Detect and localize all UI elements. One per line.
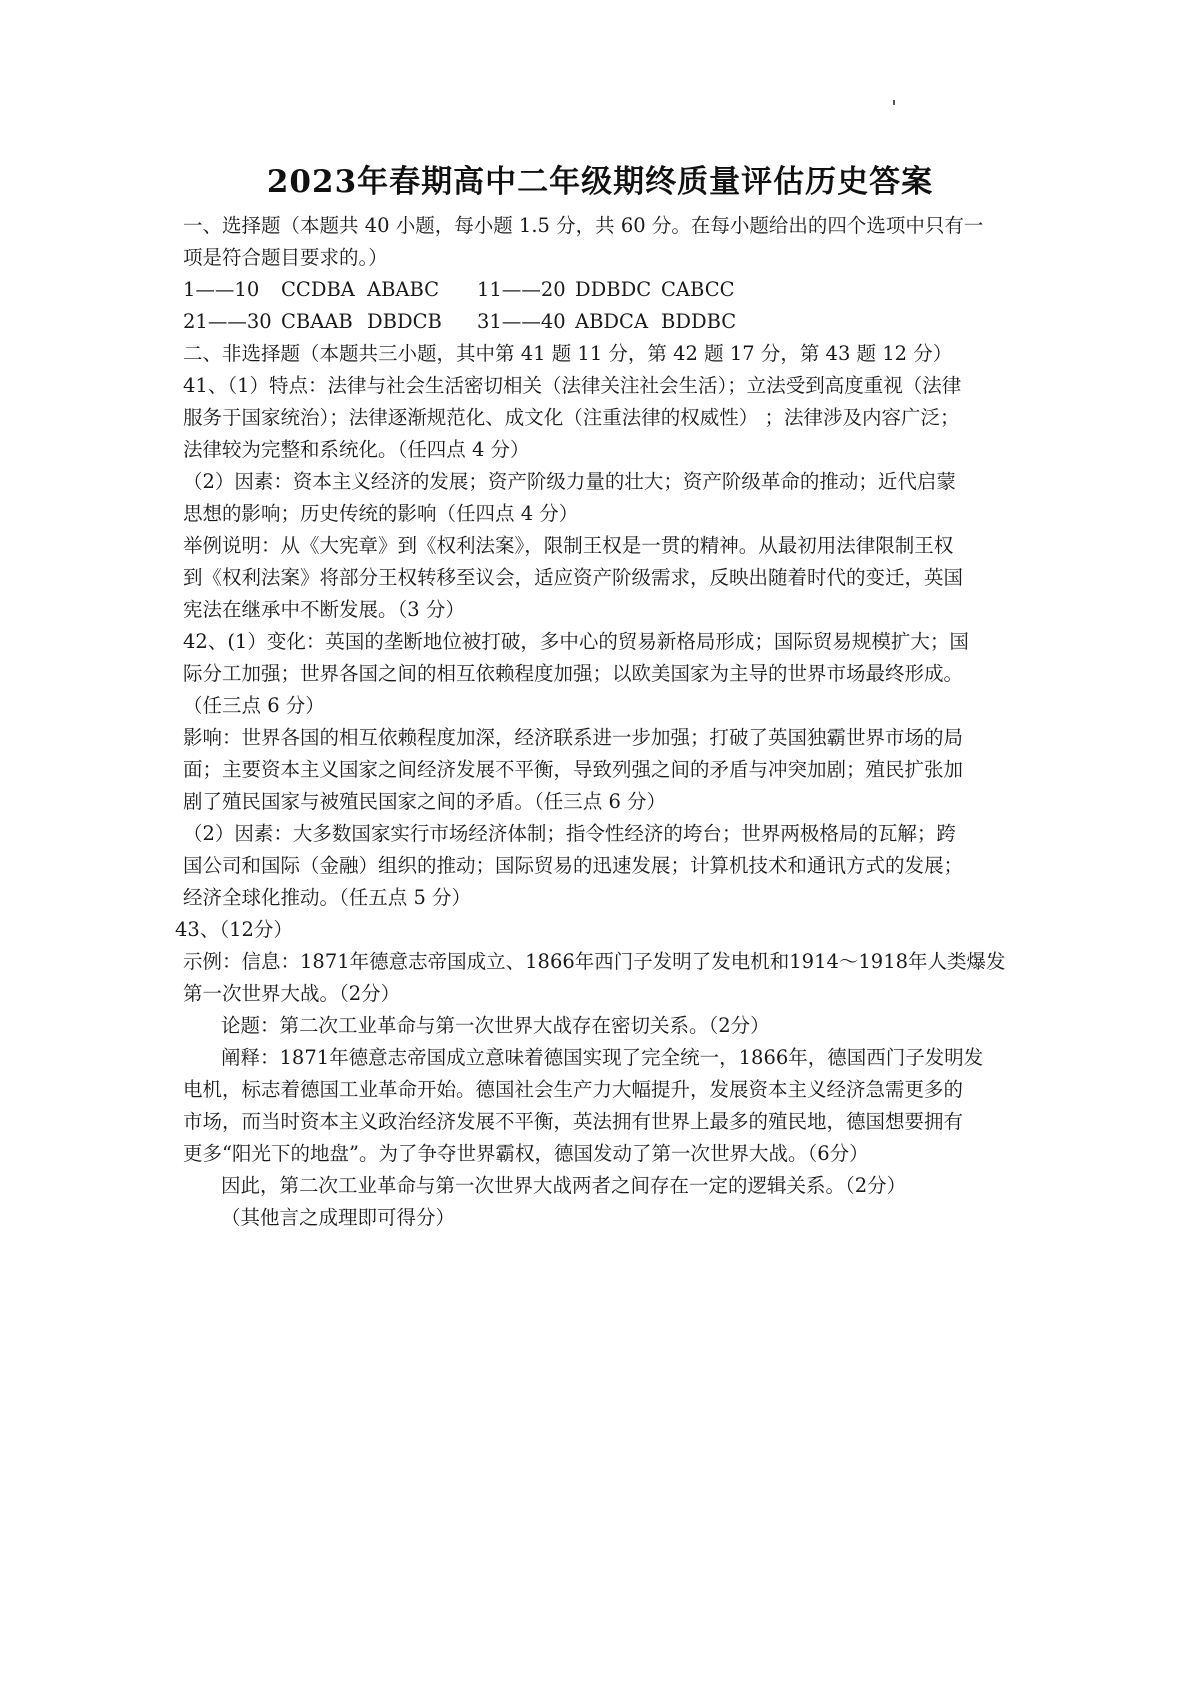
answer-group: CBAAB	[281, 310, 353, 333]
answer-row-2	[183, 306, 1025, 338]
answer-row-1	[183, 274, 1025, 306]
q42-line: 42、(1）变化：英国的垄断地位被打破，多中心的贸易新格局形成；国际贸易规模扩大；国	[183, 630, 969, 653]
section2-intro: 二、非选择题（本题共三小题，其中第 41 题 11 分，第 42 题 17 分，第 43 题 12 分）	[183, 342, 953, 365]
answer-group: BDDBC	[661, 310, 737, 333]
q41-line: 举例说明：从《大宪章》到《权利法案》，限制王权是一贯的精神。从最初用法律限制王权	[183, 534, 954, 557]
q42-line: 国公司和国际（金融）组织的推动；国际贸易的迅速发展；计算机技术和通讯方式的发展；	[183, 854, 964, 877]
q43-thesis: 论题：第二次工业革命与第一次世界大战存在密切关系。（2分）	[221, 1014, 770, 1037]
answer-content	[175, 210, 1025, 1234]
answer-range: 31——40	[477, 310, 566, 333]
answer-group: DDBDC	[575, 278, 652, 301]
question-42	[183, 626, 1025, 914]
q43-explanation: 电机，标志着德国工业革命开始。德国社会生产力大幅提升，发展资本主义经济急需更多的	[183, 1078, 964, 1101]
q41-line: （2）因素：资本主义经济的发展；资产阶级力量的壮大；资产阶级革命的推动；近代启蒙	[183, 470, 956, 493]
answer-group: DBDCB	[367, 310, 442, 333]
q41-line: 到《权利法案》将部分王权转移至议会，适应资产阶级需求，反映出随着时代的变迁，英国	[183, 566, 964, 589]
section1-intro-line2: 项是符合题目要求的。）	[183, 246, 388, 269]
q42-line: 经济全球化推动。（任五点 5 分）	[183, 886, 472, 909]
q41-line: 宪法在继承中不断发展。（3 分）	[183, 598, 465, 621]
q42-line: 际分工加强；世界各国之间的相互依赖程度加强；以欧美国家为主导的世界市场最终形成。	[183, 662, 964, 685]
q43-line: 示例：信息：1871年德意志帝国成立、1866年西门子发明了发电机和1914～1918年人类爆发	[183, 950, 1006, 973]
q42-line: 影响：世界各国的相互依赖程度加深，经济联系进一步加强；打破了英国独霸世界市场的局	[183, 726, 964, 749]
q43-line: 第一次世界大战。（2分）	[183, 982, 401, 1005]
question-41	[183, 370, 1025, 626]
q43-heading: 43、（12分）	[175, 918, 293, 941]
q41-line: 法律较为完整和系统化。（任四点 4 分）	[183, 438, 530, 461]
q43-note: （其他言之成理即可得分）	[221, 1206, 456, 1229]
answer-range: 21——30	[183, 310, 272, 333]
q43-conclusion: 因此，第二次工业革命与第一次世界大战两者之间存在一定的逻辑关系。（2分）	[221, 1174, 907, 1197]
answer-group: ABDCA	[575, 310, 649, 333]
q41-line: 41、（1）特点：法律与社会生活密切相关（法律关注社会生活）；立法受到高度重视（法律	[183, 374, 962, 397]
q42-line: 面；主要资本主义国家之间经济发展不平衡，导致列强之间的矛盾与冲突加剧；殖民扩张加	[183, 758, 964, 781]
q43-explanation: 更多“阳光下的地盘”。为了争夺世界霸权，德国发动了第一次世界大战。（6分）	[183, 1142, 869, 1165]
page-title: 2023年春期高中二年级期终质量评估历史答案	[266, 164, 934, 200]
section1-intro-line1: 一、选择题（本题共 40 小题，每小题 1.5 分，共 60 分。在每小题给出的四个选项中只有一	[183, 214, 984, 237]
answer-range: 11——20	[477, 278, 566, 301]
q42-line: 剧了殖民国家与被殖民国家之间的矛盾。（任三点 6 分）	[183, 790, 667, 813]
q43-explanation: 市场，而当时资本主义政治经济发展不平衡，英法拥有世界上最多的殖民地，德国想要拥有	[183, 1110, 964, 1133]
answer-range: 1——10	[183, 278, 260, 301]
q42-line: （任三点 6 分）	[183, 694, 325, 717]
answer-group: ABABC	[367, 278, 440, 301]
answer-group: CCDBA	[281, 278, 355, 301]
answer-group: CABCC	[661, 278, 735, 301]
q41-line: 思想的影响；历史传统的影响（任四点 4 分）	[183, 502, 579, 525]
scan-mark	[893, 100, 895, 105]
question-43	[175, 914, 1025, 1234]
q42-line: （2）因素：大多数国家实行市场经济体制；指令性经济的垮台；世界两极格局的瓦解；跨	[183, 822, 956, 845]
q43-explanation: 阐释：1871年德意志帝国成立意味着德国实现了完全统一，1866年，德国西门子发明发	[221, 1046, 984, 1069]
q41-line: 服务于国家统治）；法律逐渐规范化、成文化（注重法律的权威性） ；法律涉及内容广泛；	[183, 406, 960, 429]
